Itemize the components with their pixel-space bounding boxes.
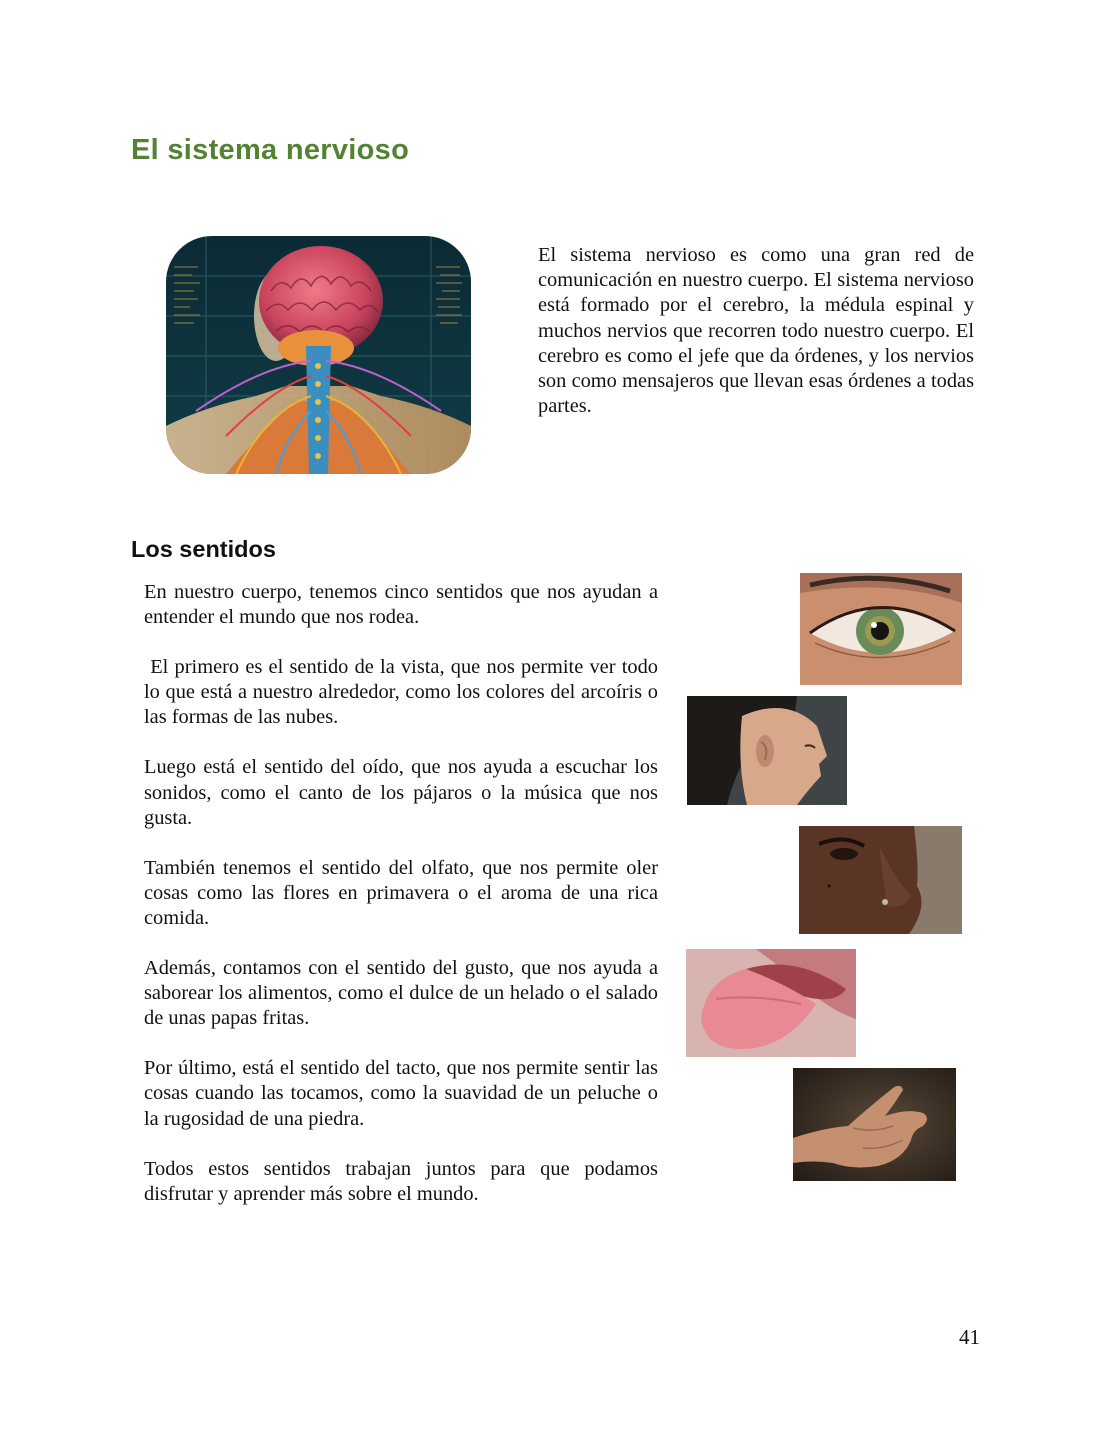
- senses-paragraph-conclusion: Todos estos sentidos trabajan juntos para que podamos disfrutar y aprender más sobre el mundo.: [144, 1157, 658, 1205]
- ear-photo: [687, 696, 847, 805]
- page-number: 41: [959, 1325, 980, 1349]
- senses-paragraph-intro: En nuestro cuerpo, tenemos cinco sentidos que nos ayudan a entender el mundo que nos rodea.: [144, 581, 664, 629]
- senses-paragraph-gusto: Además, contamos con el sentido del gusto, que nos ayuda a saborear los alimentos, como el dulce de un helado o el salado de unas papas fritas.: [144, 957, 658, 1030]
- eye-photo: [800, 573, 962, 685]
- senses-paragraph-tacto: Por último, está el sentido del tacto, que nos permite sentir las cosas cuando las tocamos, como la suavidad de un peluche o la rugosidad de una piedra.: [144, 1057, 658, 1130]
- senses-text-block: [144, 580, 664, 1232]
- section-heading-los-sentidos: Los sentidos: [131, 536, 276, 562]
- senses-paragraph-oido: Luego está el sentido del oído, que nos ayuda a escuchar los sonidos, como el canto de los pájaros o la música que nos gusta.: [144, 756, 658, 829]
- nose-photo: [799, 826, 962, 934]
- brain-nervous-system-image: [166, 236, 471, 474]
- tongue-photo: [686, 949, 856, 1057]
- senses-paragraph-vista: El primero es el sentido de la vista, que nos permite ver todo lo que está a nuestro alrededor, como los colores del arcoíris o las formas de las nubes.: [144, 656, 664, 729]
- page-title: El sistema nervioso: [131, 134, 410, 166]
- intro-paragraph: El sistema nervioso es como una gran red de comunicación en nuestro cuerpo. El sistema nervioso está formado por el cerebro, la médula espinal y muchos nervios que recorren todo nuestro cuerpo. El cerebro es como el jefe que da órdenes, y los nervios son como mensajeros que llevan esas órdenes a todas partes.: [538, 244, 974, 418]
- senses-paragraph-olfato: También tenemos el sentido del olfato, que nos permite oler cosas como las flores en primavera o el aroma de una rica comida.: [144, 856, 658, 929]
- hand-photo: [793, 1068, 956, 1181]
